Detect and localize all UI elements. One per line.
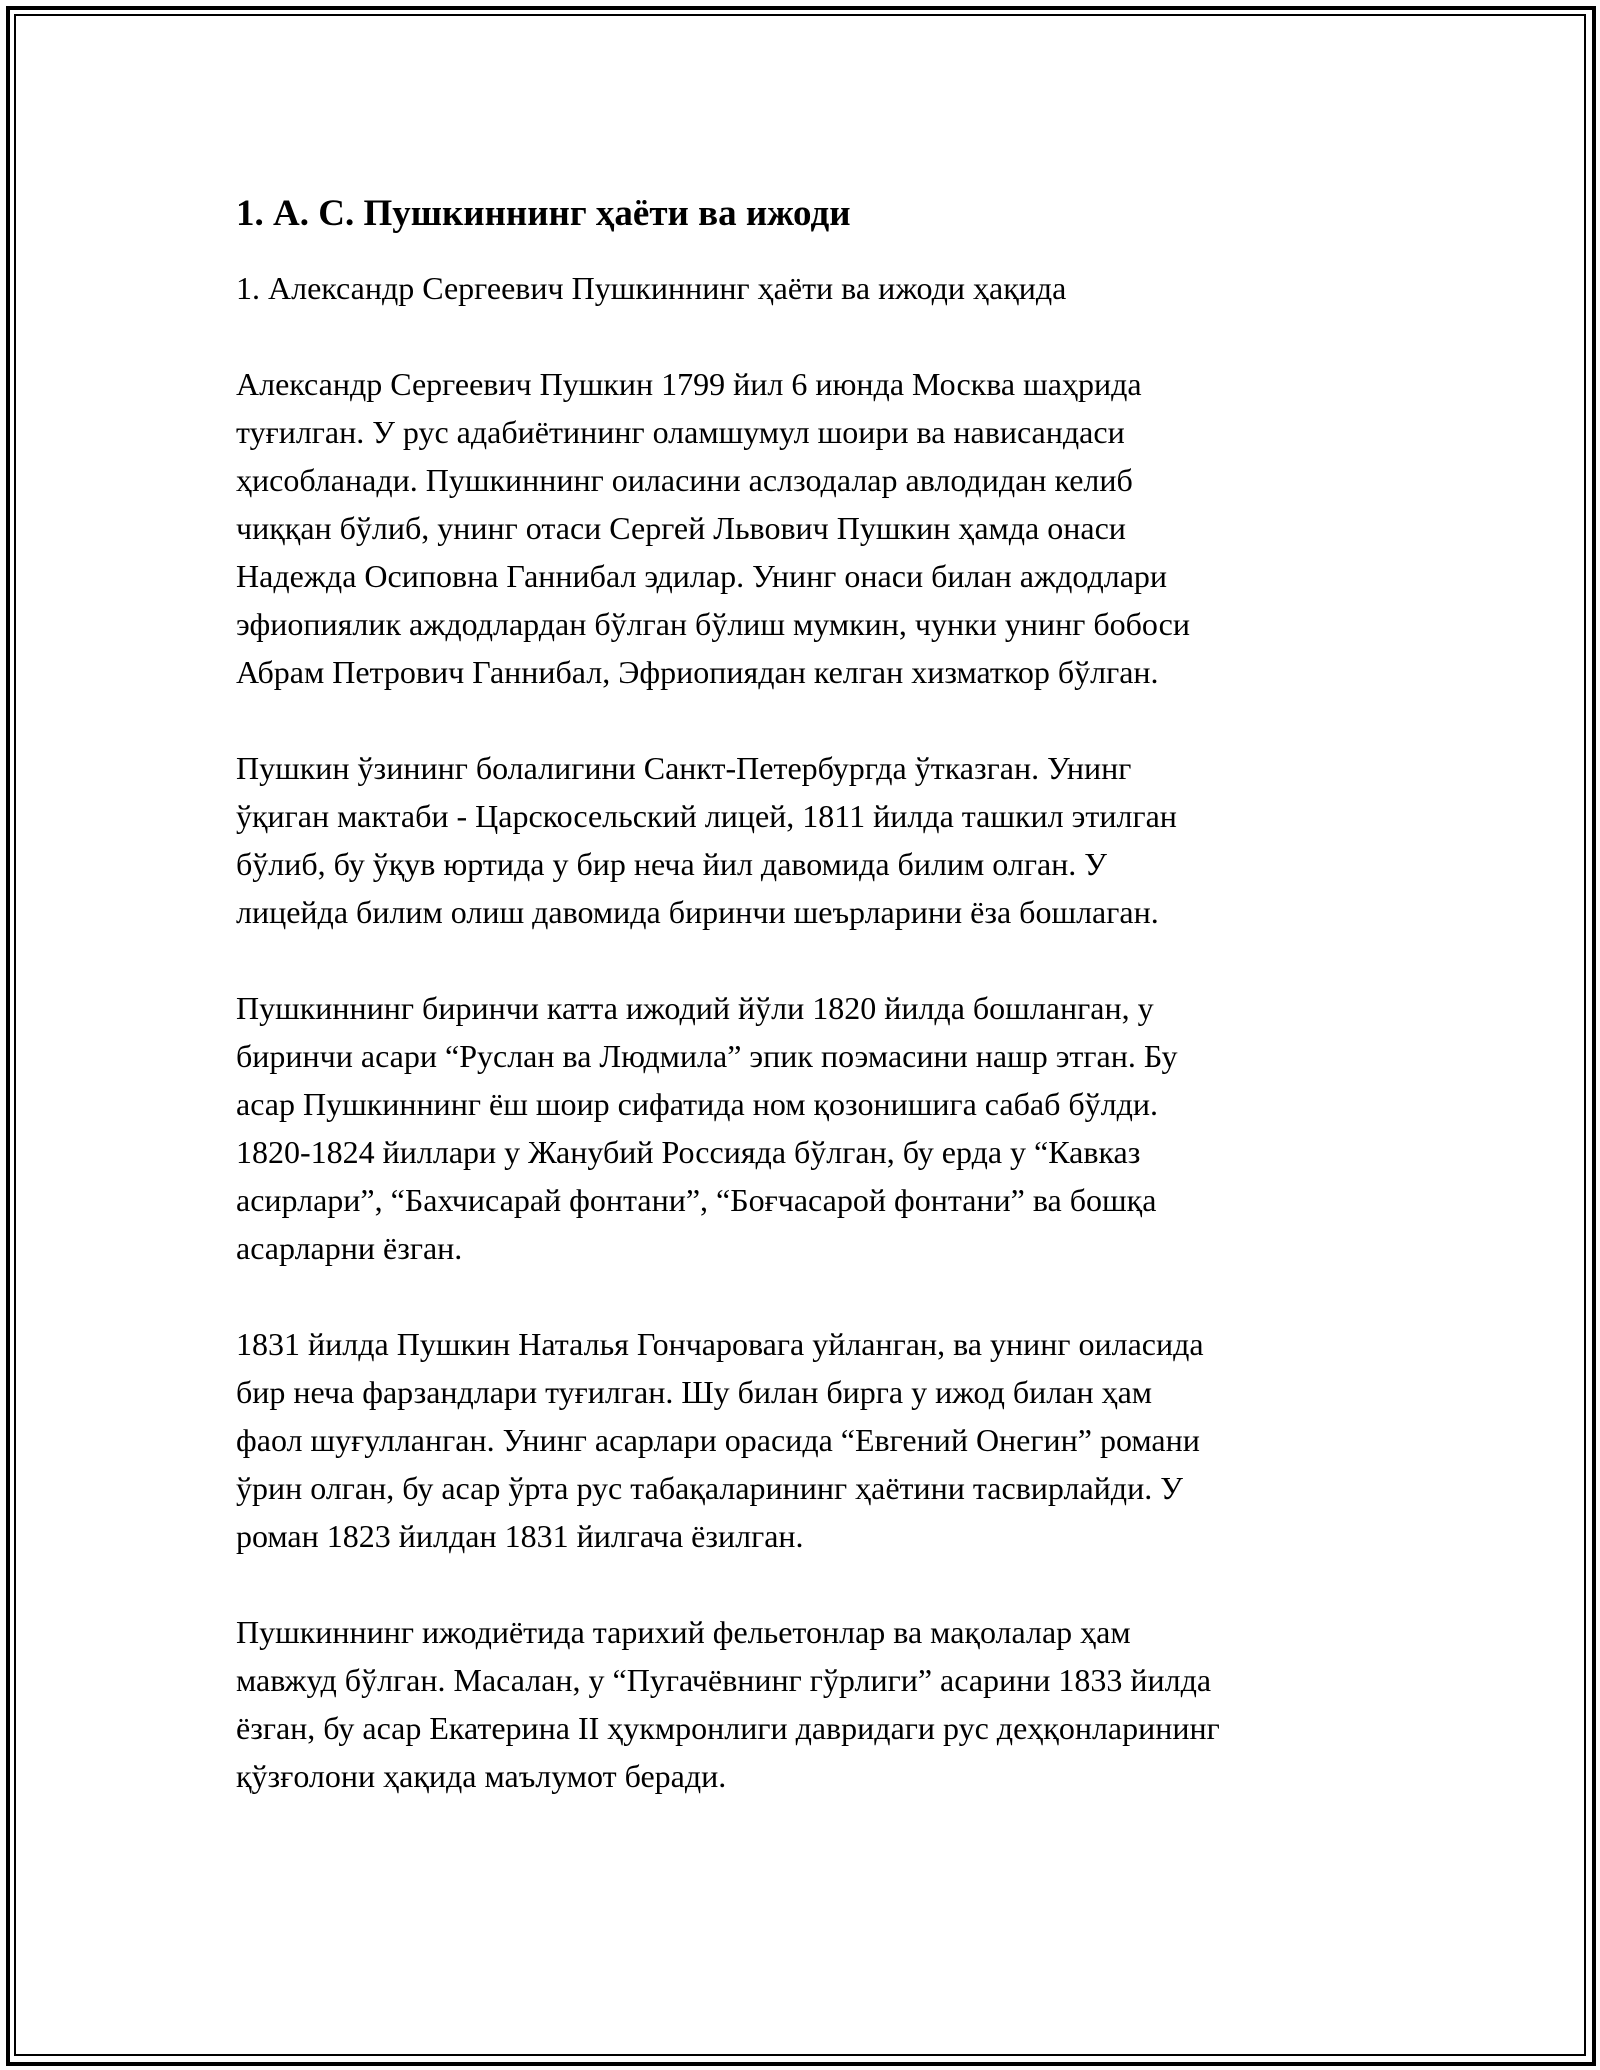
- paragraph-marriage-onegin: [236, 1320, 1376, 1560]
- text-line: ҳисобланади. Пушкиннинг оиласини аслзодалар авлодидан келиб: [236, 462, 1133, 498]
- text-line: ўрин олган, бу асар ўрта рус табақаларининг ҳаётини тасвирлайди. У: [236, 1470, 1183, 1506]
- text-line: чиққан бўлиб, унинг отаси Сергей Львович Пушкин ҳамда онаси: [236, 510, 1126, 546]
- paragraph-early-career: [236, 984, 1376, 1272]
- text-line: бўлиб, бу ўқув юртида у бир неча йил давомида билим олган. У: [236, 846, 1107, 882]
- text-line: Пушкин ўзининг болалигини Санкт-Петербургда ўтказган. Унинг: [236, 750, 1132, 786]
- text-line: Абрам Петрович Ганнибал, Эфриопиядан келган хизматкор бўлган.: [236, 654, 1159, 690]
- text-line: роман 1823 йилдан 1831 йилгача ёзилган.: [236, 1518, 804, 1554]
- text-line: 1831 йилда Пушкин Наталья Гончаровага уйланган, ва унинг оиласида: [236, 1326, 1204, 1362]
- paragraph-childhood-lyceum: [236, 744, 1376, 936]
- paragraph-birth-family: [236, 360, 1376, 696]
- text-line: эфиопиялик аждодлардан бўлган бўлиш мумкин, чунки унинг бобоси: [236, 606, 1190, 642]
- document-title: 1. А. С. Пушкиннинг ҳаёти ва ижоди: [236, 193, 851, 234]
- text-line: ёзган, бу асар Екатерина II ҳукмронлиги давридаги рус деҳқонларининг: [236, 1710, 1220, 1746]
- text-line: 1820-1824 йиллари у Жанубий Россияда бўлган, бу ерда у “Кавказ: [236, 1134, 1141, 1170]
- text-line: Пушкиннинг биринчи катта ижодий йўли 1820 йилда бошланган, у: [236, 990, 1154, 1026]
- text-line: қўзғолони ҳақида маълумот беради.: [236, 1758, 727, 1794]
- document-subtitle: 1. Александр Сергеевич Пушкиннинг ҳаёти ва ижоди ҳақида: [236, 270, 1067, 306]
- document-body: [236, 190, 1376, 1848]
- text-line: Александр Сергеевич Пушкин 1799 йил 6 июнда Москва шаҳрида: [236, 366, 1142, 402]
- paragraph-historical-works: [236, 1608, 1376, 1800]
- text-line: биринчи асари “Руслан ва Людмила” эпик поэмасини нашр этган. Бу: [236, 1038, 1178, 1074]
- text-line: асарларни ёзган.: [236, 1230, 463, 1266]
- text-line: фаол шуғулланган. Унинг асарлари орасида “Евгений Онегин” романи: [236, 1422, 1200, 1458]
- text-line: лицейда билим олиш давомида биринчи шеърларини ёза бошлаган.: [236, 894, 1159, 930]
- text-line: бир неча фарзандлари туғилган. Шу билан бирга у ижод билан ҳам: [236, 1374, 1153, 1410]
- text-line: Пушкиннинг ижодиётида тарихий фельетонлар ва мақолалар ҳам: [236, 1614, 1131, 1650]
- text-line: туғилган. У рус адабиётининг оламшумул шоири ва нависандаси: [236, 414, 1125, 450]
- text-line: асирлари”, “Бахчисарай фонтани”, “Боғчасарой фонтани” ва бошқа: [236, 1182, 1157, 1218]
- text-line: мавжуд бўлган. Масалан, у “Пугачёвнинг гўрлиги” асарини 1833 йилда: [236, 1662, 1212, 1698]
- text-line: асар Пушкиннинг ёш шоир сифатида ном қозонишига сабаб бўлди.: [236, 1086, 1159, 1122]
- text-line: ўқиган мактаби - Царскосельский лицей, 1811 йилда ташкил этилган: [236, 798, 1177, 834]
- text-line: Надежда Осиповна Ганнибал эдилар. Унинг онаси билан аждодлари: [236, 558, 1168, 594]
